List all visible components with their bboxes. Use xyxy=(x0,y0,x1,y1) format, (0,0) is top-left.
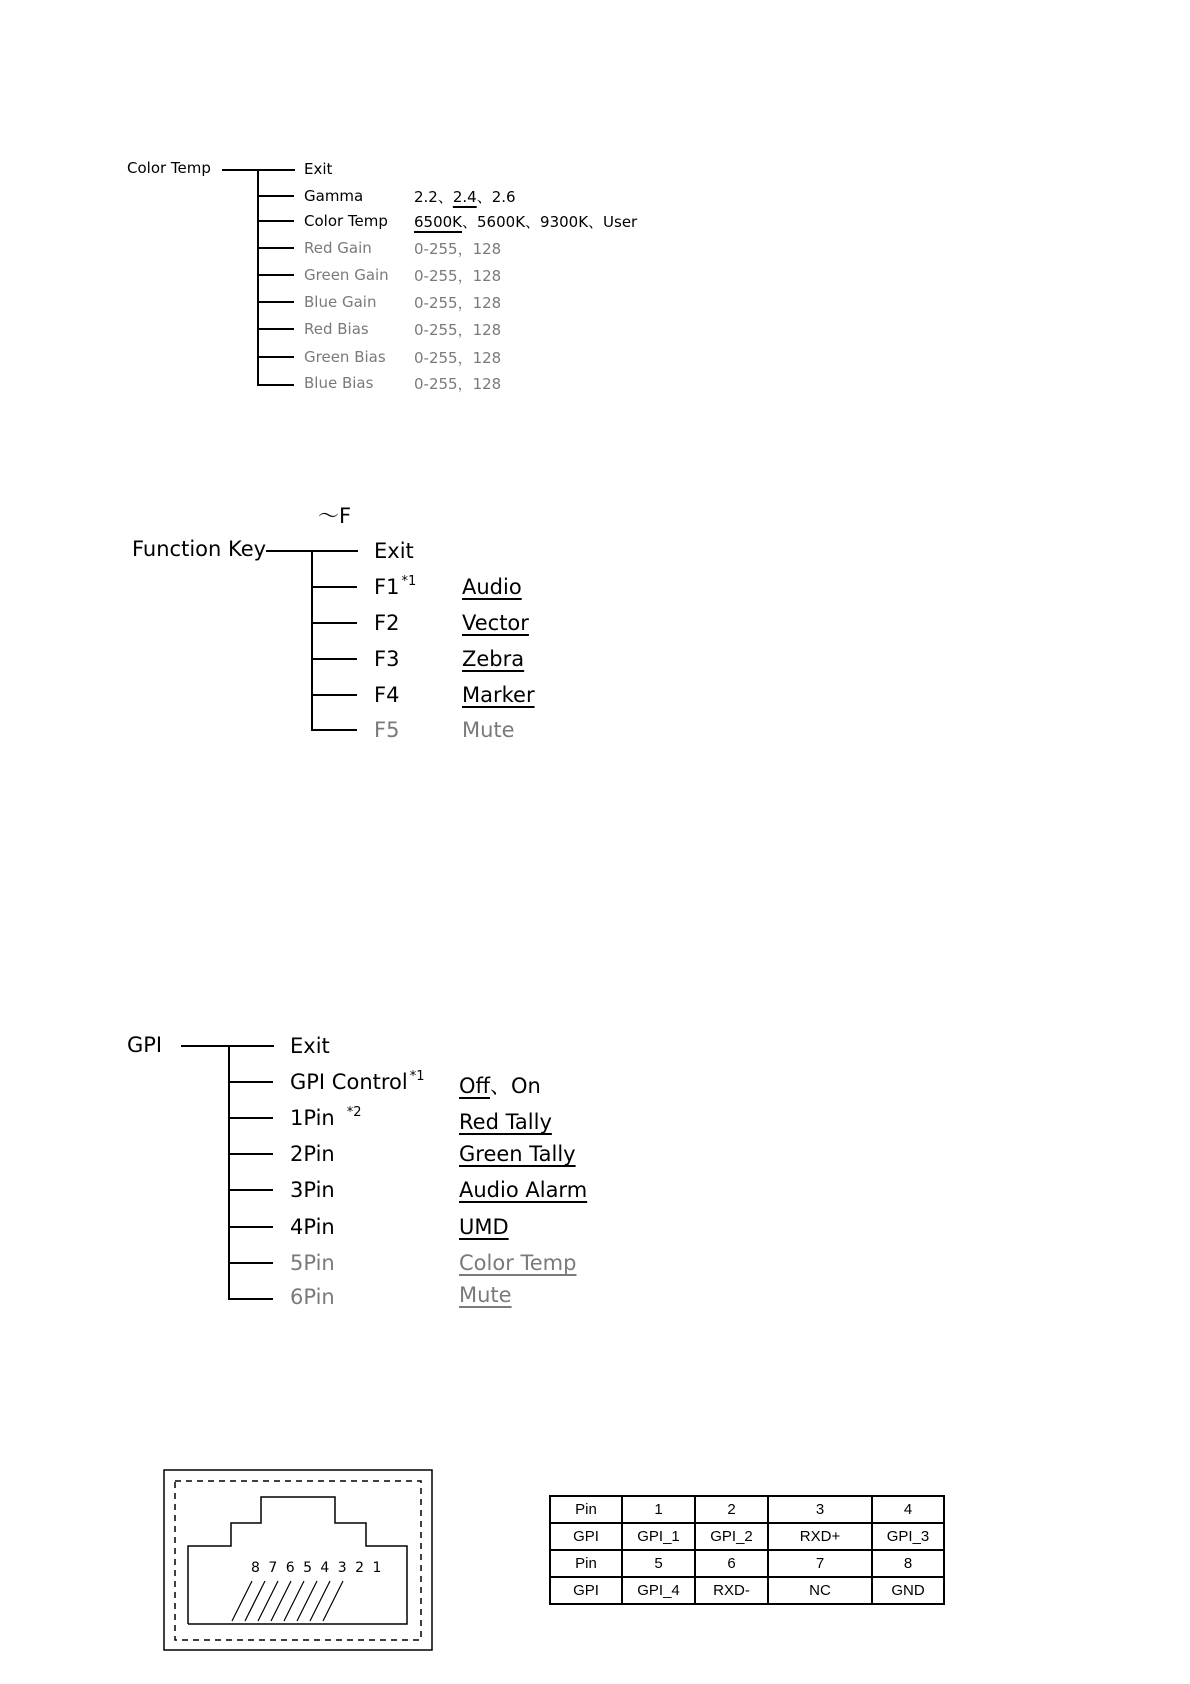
branch xyxy=(257,384,294,386)
branch xyxy=(228,1045,273,1047)
menu-item-2pin: 2Pin xyxy=(290,1142,335,1166)
tree-trunk xyxy=(311,550,313,730)
4pin-value: UMD xyxy=(459,1215,509,1239)
table-row xyxy=(550,1577,944,1604)
pin-contacts xyxy=(232,1581,343,1621)
branch xyxy=(257,356,294,358)
branch xyxy=(257,247,294,249)
function-key-root-label: Function Key xyxy=(132,537,267,561)
branch xyxy=(228,1189,273,1191)
green-bias-value: 0-255，128 xyxy=(414,349,502,367)
table-cell: 5 xyxy=(622,1550,695,1577)
branch xyxy=(228,1117,273,1119)
branch xyxy=(311,694,357,696)
menu-item-color-temp: Color Temp xyxy=(304,212,388,230)
table-cell: 3 xyxy=(768,1496,872,1523)
branch xyxy=(311,729,357,731)
table-cell: Pin xyxy=(550,1550,622,1577)
option-default: 2.4 xyxy=(452,188,477,206)
menu-item-gpi-control xyxy=(290,1070,425,1094)
branch xyxy=(311,658,357,660)
branch xyxy=(257,301,294,303)
option: 、5600K、9300K、User xyxy=(462,213,638,231)
red-bias-value: 0-255，128 xyxy=(414,321,502,339)
table-cell: GPI xyxy=(550,1523,622,1550)
table-cell: NC xyxy=(768,1577,872,1604)
menu-item-blue-bias: Blue Bias xyxy=(304,374,374,392)
table-row xyxy=(550,1523,944,1550)
red-gain-value: 0-255，128 xyxy=(414,240,502,258)
option-default: Off xyxy=(459,1074,490,1098)
option: 、On xyxy=(490,1074,541,1098)
6pin-value: Mute xyxy=(459,1283,512,1307)
blue-gain-value: 0-255，128 xyxy=(414,294,502,312)
menu-item-green-gain: Green Gain xyxy=(304,266,389,284)
table-cell: GPI_2 xyxy=(695,1523,768,1550)
table-cell: RXD- xyxy=(695,1577,768,1604)
color-temp-root-label: Color Temp xyxy=(127,159,211,177)
menu-item-5pin: 5Pin xyxy=(290,1251,335,1275)
f5-value: Mute xyxy=(462,718,515,742)
branch xyxy=(257,195,294,197)
branch xyxy=(257,328,294,330)
menu-item-f3: F3 xyxy=(374,647,400,671)
menu-item-1pin xyxy=(290,1106,362,1130)
color-temp-options xyxy=(414,211,637,232)
table-cell: GND xyxy=(872,1577,944,1604)
pin-assignment-table xyxy=(549,1495,945,1605)
branch xyxy=(311,550,357,552)
gpi-control-options xyxy=(459,1070,541,1100)
table-cell: 4 xyxy=(872,1496,944,1523)
gpi-control-label: GPI Control xyxy=(290,1070,408,1094)
f2-value: Vector xyxy=(462,611,529,635)
table-cell: RXD+ xyxy=(768,1523,872,1550)
branch xyxy=(257,169,294,171)
table-cell: GPI xyxy=(550,1577,622,1604)
table-cell: GPI_4 xyxy=(622,1577,695,1604)
gamma-options xyxy=(414,186,516,207)
menu-item-red-gain: Red Gain xyxy=(304,239,372,257)
menu-item-green-bias: Green Bias xyxy=(304,348,386,366)
table-cell: Pin xyxy=(550,1496,622,1523)
menu-item-gamma: Gamma xyxy=(304,187,364,205)
f1-value: Audio xyxy=(462,575,522,599)
branch xyxy=(228,1226,273,1228)
menu-item-f1 xyxy=(374,575,416,599)
menu-item-f2: F2 xyxy=(374,611,400,635)
menu-item-blue-gain: Blue Gain xyxy=(304,293,377,311)
table-row xyxy=(550,1496,944,1523)
1pin-label: 1Pin xyxy=(290,1106,335,1130)
f4-value: Marker xyxy=(462,683,535,707)
branch xyxy=(257,274,294,276)
pin-number-labels: 8 7 6 5 4 3 2 1 xyxy=(251,1560,384,1576)
option: 、2.6 xyxy=(476,188,516,206)
option: 2.2、 xyxy=(414,188,453,206)
menu-item-4pin: 4Pin xyxy=(290,1215,335,1239)
menu-item-exit: Exit xyxy=(374,539,414,563)
function-key-header: ～F xyxy=(318,504,352,528)
green-gain-value: 0-255，128 xyxy=(414,267,502,285)
branch xyxy=(311,586,357,588)
footnote-mark: *2 xyxy=(346,1105,362,1120)
table-cell: 2 xyxy=(695,1496,768,1523)
f1-label: F1 xyxy=(374,575,400,599)
menu-item-exit: Exit xyxy=(304,160,333,178)
branch xyxy=(228,1081,273,1083)
table-cell: 1 xyxy=(622,1496,695,1523)
branch xyxy=(228,1153,273,1155)
menu-item-exit: Exit xyxy=(290,1034,330,1058)
menu-item-red-bias: Red Bias xyxy=(304,320,369,338)
f3-value: Zebra xyxy=(462,647,525,671)
table-row xyxy=(550,1550,944,1577)
branch xyxy=(228,1262,273,1264)
tree-trunk xyxy=(228,1045,230,1299)
menu-item-6pin: 6Pin xyxy=(290,1285,335,1309)
option-default: 6500K xyxy=(414,213,463,231)
footnote-mark: *1 xyxy=(409,1069,425,1084)
menu-item-f5: F5 xyxy=(374,718,400,742)
menu-item-f4: F4 xyxy=(374,683,400,707)
2pin-value: Green Tally xyxy=(459,1142,576,1166)
table-cell: 7 xyxy=(768,1550,872,1577)
blue-bias-value: 0-255，128 xyxy=(414,375,502,393)
table-cell: GPI_1 xyxy=(622,1523,695,1550)
gpi-root-label: GPI xyxy=(127,1033,163,1057)
menu-item-3pin: 3Pin xyxy=(290,1178,335,1202)
table-cell: GPI_3 xyxy=(872,1523,944,1550)
table-cell: 8 xyxy=(872,1550,944,1577)
branch xyxy=(228,1298,273,1300)
3pin-value: Audio Alarm xyxy=(459,1178,588,1202)
branch xyxy=(257,220,294,222)
5pin-value: Color Temp xyxy=(459,1251,577,1275)
branch xyxy=(311,622,357,624)
footnote-mark: *1 xyxy=(401,574,417,589)
table-cell: 6 xyxy=(695,1550,768,1577)
1pin-value: Red Tally xyxy=(459,1110,552,1134)
tree-trunk xyxy=(257,169,259,385)
